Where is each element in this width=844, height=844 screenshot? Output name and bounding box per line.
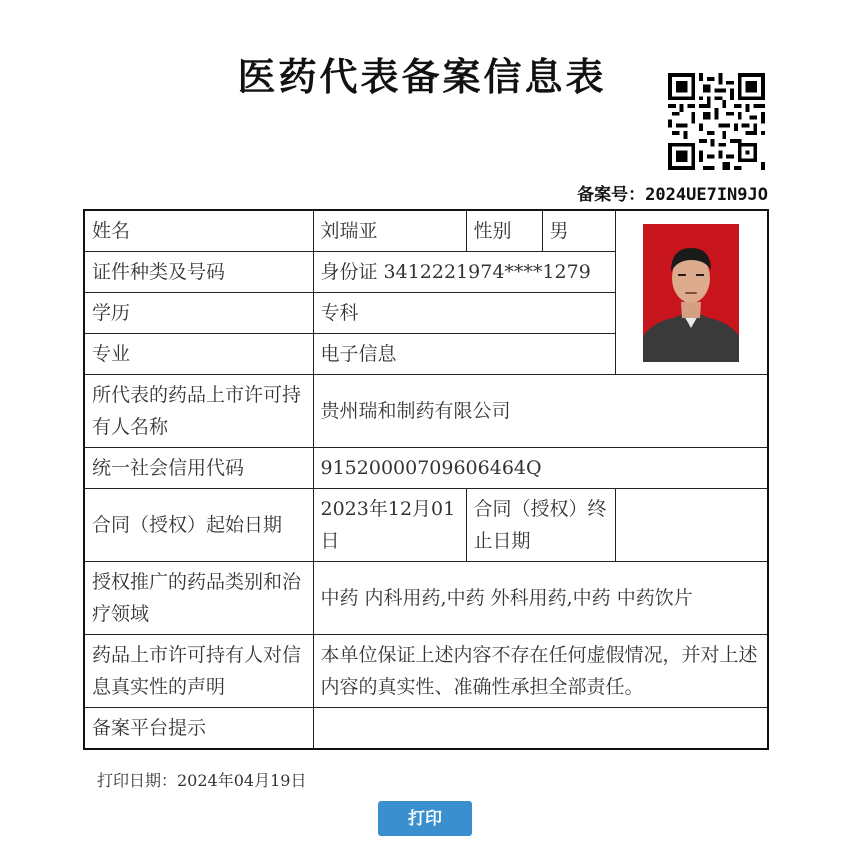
- id-value: 身份证 3412221974****1279: [313, 252, 615, 293]
- gender-value: 男: [542, 210, 615, 252]
- page-title: 医药代表备案信息表: [237, 54, 607, 99]
- table-row-credit-code: [84, 448, 768, 489]
- start-date-label: 合同（授权）起始日期: [84, 489, 313, 562]
- table-row-name: [84, 210, 768, 252]
- print-button[interactable]: 打印: [378, 801, 472, 836]
- record-number: 备案号：2024UE7IN9JO: [577, 185, 768, 205]
- education-value: 专科: [313, 293, 615, 334]
- category-label: 授权推广的药品类别和治疗领域: [84, 562, 313, 635]
- platform-value: [313, 708, 768, 750]
- gender-label: 性别: [466, 210, 542, 252]
- qr-code-icon: [668, 73, 765, 170]
- info-table: [83, 209, 769, 750]
- table-row-holder: [84, 375, 768, 448]
- end-date-label: 合同（授权）终止日期: [466, 489, 615, 562]
- education-label: 学历: [84, 293, 313, 334]
- table-row-contract-dates: [84, 489, 768, 562]
- end-date-value: [615, 489, 768, 562]
- table-row-category: [84, 562, 768, 635]
- statement-label: 药品上市许可持有人对信息真实性的声明: [84, 635, 313, 708]
- statement-value: 本单位保证上述内容不存在任何虚假情况，并对上述内容的真实性、准确性承担全部责任。: [313, 635, 768, 708]
- credit-value: 91520000709606464Q: [313, 448, 768, 489]
- name-value: 刘瑞亚: [313, 210, 466, 252]
- holder-label: 所代表的药品上市许可持有人名称: [84, 375, 313, 448]
- major-label: 专业: [84, 334, 313, 375]
- holder-value: 贵州瑞和制药有限公司: [313, 375, 768, 448]
- start-date-value: 2023年12月01日: [313, 489, 466, 562]
- print-date: 打印日期：2024年04月19日: [97, 771, 307, 790]
- table-row-platform: [84, 708, 768, 750]
- category-value: 中药 内科用药,中药 外科用药,中药 中药饮片: [313, 562, 768, 635]
- credit-label: 统一社会信用代码: [84, 448, 313, 489]
- portrait-photo: [643, 224, 739, 362]
- major-value: 电子信息: [313, 334, 615, 375]
- platform-label: 备案平台提示: [84, 708, 313, 750]
- name-label: 姓名: [84, 210, 313, 252]
- photo-cell: [615, 210, 768, 375]
- table-row-statement: [84, 635, 768, 708]
- id-label: 证件种类及号码: [84, 252, 313, 293]
